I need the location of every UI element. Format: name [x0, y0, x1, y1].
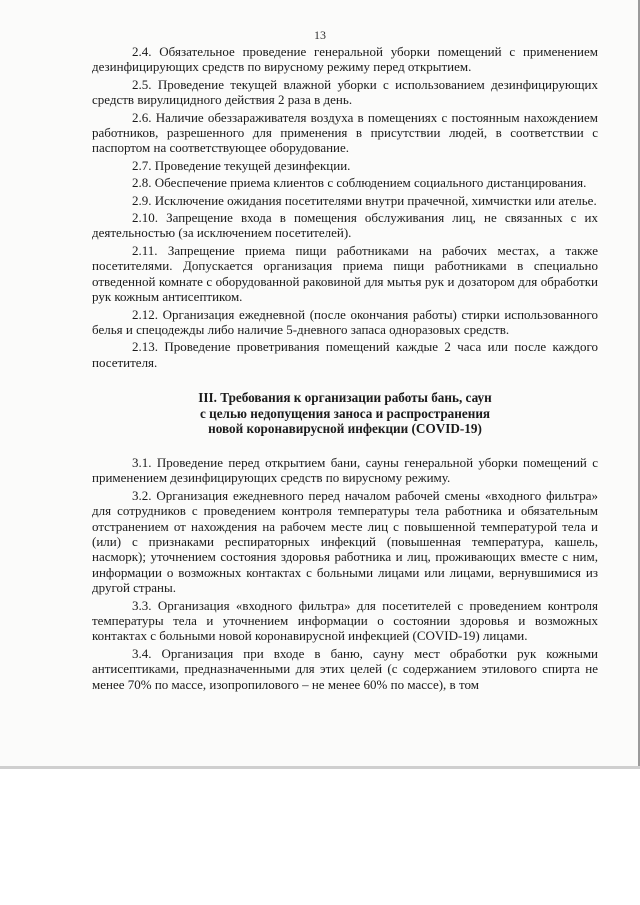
heading-line-1: III. Требования к организации работы бань, саун: [198, 390, 492, 406]
blank-area: [0, 769, 640, 905]
paragraph-3-3: 3.3. Организация «входного фильтра» для посетителей с проведением контроля температуры тела и уточнением информации о состоянии здоровья и возможных контактах с больными новой коронавирусной инфекцией (COVID-19) лицами.: [92, 597, 598, 644]
paragraph-2-6: 2.6. Наличие обеззараживателя воздуха в помещениях с постоянным нахождением работников, разрешенного для применения в присутствии людей, в соответствии с паспортом на соответствующее оборудование.: [92, 109, 598, 156]
paragraph-2-4: 2.4. Обязательное проведение генеральной уборки помещений с применением дезинфицирующих средств по вирусному режиму перед открытием.: [92, 44, 598, 75]
paragraph-2-11: 2.11. Запрещение приема пищи работниками на рабочих местах, а также посетителями. Допускается организация приема пищи работниками в специально отведенной комнате с оборудованной раковиной для мытья рук и дозатором для обработки рук кожным антисептиком.: [92, 242, 598, 305]
heading-line-2: с целью недопущения заноса и распространения: [199, 405, 491, 421]
page-number: 13: [314, 28, 326, 42]
paragraph-3-2: 3.2. Организация ежедневного перед началом рабочей смены «входного фильтра» для сотрудников с проведением контроля температуры тела работника и обязательным отстранением от нахождения на рабочем месте лиц с повышенной температурой тела и (или) с признаками респираторных инфекций (повышенная температура, кашель, насморк); уточнением состояния здоровья работника и лиц, проживающих вместе с ним, информации о возможных контактах с больными лицами или лицами, вернувшимися из другой страны.: [92, 487, 598, 596]
paragraph-3-4: 3.4. Организация при входе в баню, сауну мест обработки рук кожными антисептиками, предназначенными для этих целей (с содержанием этилового спирта не менее 70% по массе, изопропилового – не менее 60% по массе), в том: [92, 645, 598, 692]
document-body: [92, 44, 598, 694]
paragraph-3-1: 3.1. Проведение перед открытием бани, сауны генеральной уборки помещений с применением дезинфицирующих средств по вирусному режиму.: [92, 454, 598, 486]
paragraph-2-13: 2.13. Проведение проветривания помещений каждые 2 часа или после каждого посетителя.: [92, 339, 598, 370]
paragraph-2-10: 2.10. Запрещение входа в помещения обслуживания лиц, не связанных с их деятельностью (за исключением посетителей).: [92, 210, 598, 241]
section-3-heading: [92, 390, 598, 437]
paragraph-2-12: 2.12. Организация ежедневной (после окончания работы) стирки использованного белья и спецодежды либо наличие 5-дневного запаса одноразовых средств.: [92, 306, 598, 337]
paragraph-2-5: 2.5. Проведение текущей влажной уборки с использованием дезинфицирующих средств вирулицидного действия 2 раза в день.: [92, 76, 598, 108]
paragraph-2-9: 2.9. Исключение ожидания посетителями внутри прачечной, химчистки или ателье.: [132, 192, 597, 208]
paragraph-2-8: 2.8. Обеспечение приема клиентов с соблюдением социального дистанцирования.: [132, 175, 587, 191]
paragraph-2-7: 2.7. Проведение текущей дезинфекции.: [132, 157, 351, 173]
heading-line-3: новой коронавирусной инфекции (COVID-19): [208, 421, 482, 437]
